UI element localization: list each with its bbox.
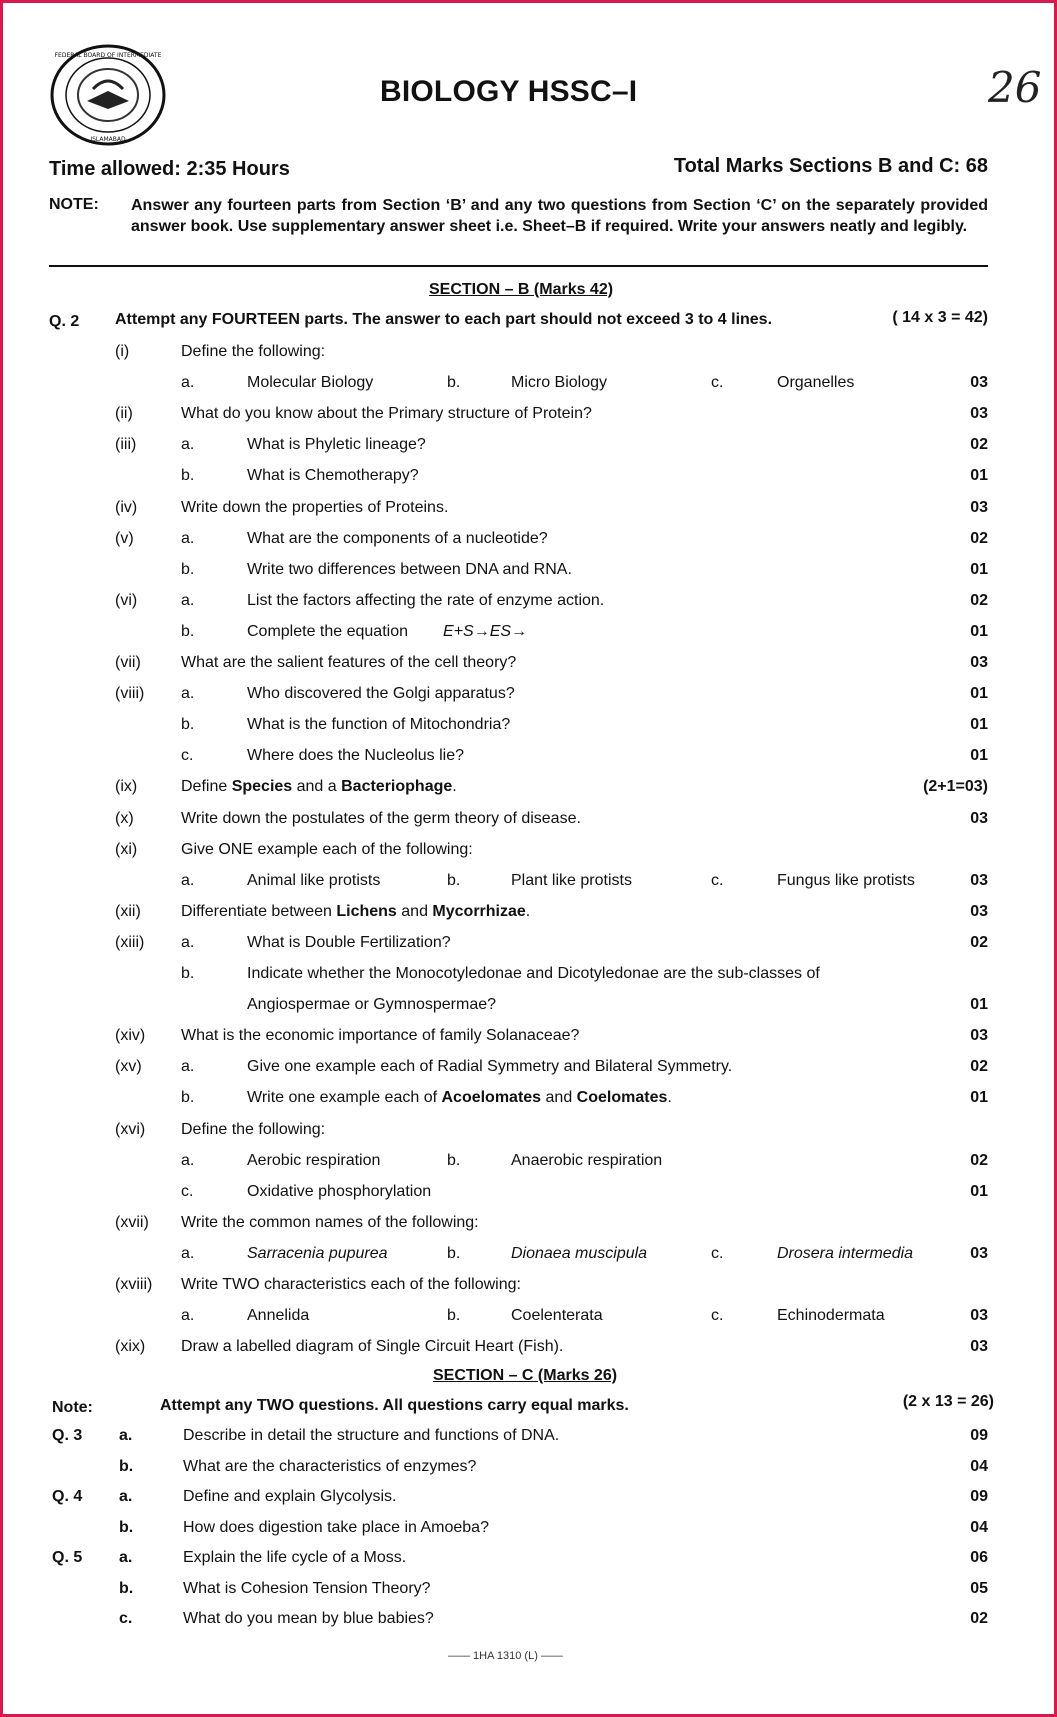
marks: 03 bbox=[970, 405, 988, 422]
section-b-heading: SECTION – B (Marks 42) bbox=[429, 281, 614, 298]
sub-part-label: a. bbox=[181, 436, 195, 453]
question-number: (xv) bbox=[115, 1058, 142, 1075]
question-number: (x) bbox=[115, 810, 134, 827]
question-text: What are the salient features of the cell theory? bbox=[181, 654, 517, 671]
option-label: a. bbox=[181, 374, 195, 391]
q2-label: Q. 2 bbox=[49, 313, 80, 330]
marks: 02 bbox=[970, 592, 988, 609]
question-row bbox=[3, 1245, 1054, 1275]
question-row bbox=[3, 1580, 1054, 1610]
question-row bbox=[3, 1089, 1054, 1119]
question-row bbox=[3, 716, 1054, 746]
question-number: (xix) bbox=[115, 1338, 146, 1355]
sub-part-label: c. bbox=[181, 1183, 194, 1200]
question-row bbox=[3, 903, 1054, 933]
question-row bbox=[3, 1549, 1054, 1579]
total-marks: Total Marks Sections B and C: 68 bbox=[673, 155, 988, 177]
question-text: Describe in detail the structure and functions of DNA. bbox=[183, 1427, 560, 1444]
sub-part-label: b. bbox=[181, 965, 195, 982]
option-text: Echinodermata bbox=[777, 1307, 885, 1324]
sub-part-label: a. bbox=[181, 592, 195, 609]
section-c-instruction: Attempt any TWO questions. All questions carry equal marks. bbox=[160, 1397, 629, 1414]
equation: E+S→ES→ bbox=[443, 623, 528, 640]
question-row bbox=[3, 623, 1054, 653]
sub-part-label: a. bbox=[181, 934, 195, 951]
marks: 04 bbox=[970, 1458, 988, 1475]
sub-part-label: a. bbox=[181, 685, 195, 702]
question-row bbox=[3, 499, 1054, 529]
question-row bbox=[3, 965, 1054, 995]
svg-text:FEDERAL BOARD OF INTERMEDIATE: FEDERAL BOARD OF INTERMEDIATE bbox=[54, 52, 162, 59]
question-row bbox=[3, 467, 1054, 497]
question-number: (iv) bbox=[115, 499, 138, 516]
sub-part-text: Oxidative phosphorylation bbox=[247, 1183, 432, 1200]
marks: 03 bbox=[970, 1338, 988, 1355]
sub-part-text: Complete the equation bbox=[247, 623, 408, 640]
question-row bbox=[3, 1458, 1054, 1488]
marks: 06 bbox=[970, 1549, 988, 1566]
question-row bbox=[3, 374, 1054, 404]
marks: 02 bbox=[970, 530, 988, 547]
question-text: Write down the properties of Proteins. bbox=[181, 499, 449, 516]
option-label: a. bbox=[181, 1245, 195, 1262]
option-text: Micro Biology bbox=[511, 374, 608, 391]
question-row bbox=[3, 747, 1054, 777]
question-number: Q. 3 bbox=[52, 1427, 83, 1444]
paper-code-footer: —— 1HA 1310 (L) —— bbox=[448, 1650, 563, 1662]
sub-part-text: Indicate whether the Monocotyledonae and Dicotyledonae are the sub-classes of bbox=[247, 965, 820, 982]
question-number: (xvi) bbox=[115, 1121, 146, 1138]
sub-part-label: a. bbox=[119, 1488, 133, 1505]
question-number: (xi) bbox=[115, 841, 138, 858]
option-label: c. bbox=[711, 872, 724, 889]
option-label: b. bbox=[447, 374, 461, 391]
question-row bbox=[3, 841, 1054, 871]
option-text: Molecular Biology bbox=[247, 374, 374, 391]
question-row bbox=[3, 1152, 1054, 1182]
question-row bbox=[3, 1058, 1054, 1088]
question-number: (v) bbox=[115, 530, 134, 547]
question-row bbox=[3, 1121, 1054, 1151]
marks: 03 bbox=[970, 1307, 988, 1324]
question-text: How does digestion take place in Amoeba? bbox=[183, 1519, 489, 1536]
option-text: Fungus like protists bbox=[777, 872, 915, 889]
question-row bbox=[3, 1027, 1054, 1057]
question-row bbox=[3, 343, 1054, 373]
question-text: Define Species and a Bacteriophage. bbox=[181, 778, 457, 795]
marks: 03 bbox=[970, 499, 988, 516]
question-number: (iii) bbox=[115, 436, 137, 453]
option-text: Plant like protists bbox=[511, 872, 632, 889]
sub-part-text: Write one example each of Acoelomates and Coelomates. bbox=[247, 1089, 672, 1106]
question-text: Write down the postulates of the germ theory of disease. bbox=[181, 810, 581, 827]
question-row bbox=[3, 778, 1054, 808]
question-row bbox=[3, 1427, 1054, 1457]
section-c-note-label: Note: bbox=[52, 1399, 93, 1416]
option-text: Aerobic respiration bbox=[247, 1152, 381, 1169]
question-text: Define and explain Glycolysis. bbox=[183, 1488, 397, 1505]
sub-part-text: List the factors affecting the rate of enzyme action. bbox=[247, 592, 605, 609]
sub-part-label: b. bbox=[181, 561, 195, 578]
option-text: Drosera intermedia bbox=[777, 1245, 914, 1262]
marks: 03 bbox=[970, 903, 988, 920]
marks: 01 bbox=[970, 561, 988, 578]
marks: 03 bbox=[970, 654, 988, 671]
option-label: a. bbox=[181, 1307, 195, 1324]
option-text: Organelles bbox=[777, 374, 855, 391]
svg-text:ISLAMABAD: ISLAMABAD bbox=[90, 136, 126, 143]
question-row bbox=[3, 654, 1054, 684]
sub-part-label: b. bbox=[119, 1519, 134, 1536]
question-row bbox=[3, 530, 1054, 560]
marks: 09 bbox=[970, 1488, 988, 1505]
question-text: What are the characteristics of enzymes? bbox=[183, 1458, 477, 1475]
sub-part-text: What is Phyletic lineage? bbox=[247, 436, 426, 453]
q2-instruction-marks: ( 14 x 3 = 42) bbox=[892, 309, 988, 326]
sub-part-text: What is Chemotherapy? bbox=[247, 467, 419, 484]
question-row bbox=[3, 1519, 1054, 1549]
sub-part-label: a. bbox=[119, 1549, 133, 1566]
sub-part-text: What is the function of Mitochondria? bbox=[247, 716, 511, 733]
option-text: Annelida bbox=[247, 1307, 310, 1324]
question-number: (xviii) bbox=[115, 1276, 153, 1293]
marks: 01 bbox=[970, 716, 988, 733]
handwritten-score: 26 bbox=[988, 63, 1042, 112]
option-label: b. bbox=[447, 1307, 461, 1324]
option-label: c. bbox=[711, 374, 724, 391]
marks: (2+1=03) bbox=[923, 778, 988, 795]
option-text: Anaerobic respiration bbox=[511, 1152, 663, 1169]
sub-part-text: Where does the Nucleolus lie? bbox=[247, 747, 465, 764]
option-label: b. bbox=[447, 1245, 461, 1262]
question-number: (xiii) bbox=[115, 934, 145, 951]
question-row bbox=[3, 1488, 1054, 1518]
marks: 02 bbox=[970, 436, 988, 453]
question-number: (ix) bbox=[115, 778, 138, 795]
section-c-heading: SECTION – C (Marks 26) bbox=[433, 1367, 618, 1384]
question-number: (vii) bbox=[115, 654, 141, 671]
question-number: (viii) bbox=[115, 685, 145, 702]
option-text: Coelenterata bbox=[511, 1307, 603, 1324]
marks: 03 bbox=[970, 1245, 988, 1262]
question-row bbox=[3, 810, 1054, 840]
sub-part-label: a. bbox=[119, 1427, 133, 1444]
marks: 02 bbox=[970, 1610, 988, 1627]
sub-part-label: b. bbox=[181, 1089, 195, 1106]
marks: 03 bbox=[970, 374, 988, 391]
marks: 01 bbox=[970, 1089, 988, 1106]
board-seal-logo bbox=[49, 43, 167, 147]
question-text: Write TWO characteristics each of the following: bbox=[181, 1276, 521, 1293]
marks: 09 bbox=[970, 1427, 988, 1444]
marks: 01 bbox=[970, 1183, 988, 1200]
marks: 03 bbox=[970, 810, 988, 827]
question-number: (xvii) bbox=[115, 1214, 149, 1231]
option-text: Sarracenia pupurea bbox=[247, 1245, 388, 1262]
sub-part-label: a. bbox=[181, 530, 195, 547]
question-number: (xiv) bbox=[115, 1027, 146, 1044]
marks: 01 bbox=[970, 747, 988, 764]
question-text: Differentiate between Lichens and Mycorrhizae. bbox=[181, 903, 531, 920]
marks: 02 bbox=[970, 1152, 988, 1169]
question-row bbox=[3, 685, 1054, 715]
question-text: Write the common names of the following: bbox=[181, 1214, 479, 1231]
sub-part-label: c. bbox=[181, 747, 194, 764]
sub-part-label: b. bbox=[181, 467, 195, 484]
question-row bbox=[3, 872, 1054, 902]
question-text: Define the following: bbox=[181, 1121, 326, 1138]
sub-part-label: c. bbox=[119, 1610, 133, 1627]
option-text: Animal like protists bbox=[247, 872, 381, 889]
exam-title: BIOLOGY HSSC–I bbox=[380, 75, 638, 108]
question-row bbox=[3, 1214, 1054, 1244]
time-allowed: Time allowed: 2:35 Hours bbox=[49, 158, 290, 180]
question-number: Q. 5 bbox=[52, 1549, 83, 1566]
divider bbox=[49, 265, 988, 267]
sub-part-text: What is Double Fertilization? bbox=[247, 934, 451, 951]
q2-instruction: Attempt any FOURTEEN parts. The answer to each part should not exceed 3 to 4 lines. bbox=[115, 311, 773, 328]
question-row bbox=[3, 996, 1054, 1026]
marks: 05 bbox=[970, 1580, 988, 1597]
sub-part-label: b. bbox=[119, 1458, 134, 1475]
question-number: (i) bbox=[115, 343, 130, 360]
question-text: Define the following: bbox=[181, 343, 326, 360]
option-label: c. bbox=[711, 1245, 724, 1262]
question-row bbox=[3, 1338, 1054, 1368]
marks: 01 bbox=[970, 623, 988, 640]
question-text: Explain the life cycle of a Moss. bbox=[183, 1549, 407, 1566]
question-text: Give ONE example each of the following: bbox=[181, 841, 473, 858]
question-number: (xii) bbox=[115, 903, 141, 920]
sub-part-label: a. bbox=[181, 1058, 195, 1075]
question-row bbox=[3, 592, 1054, 622]
option-label: c. bbox=[711, 1307, 724, 1324]
question-row bbox=[3, 1307, 1054, 1337]
option-label: a. bbox=[181, 872, 195, 889]
note-text: Answer any fourteen parts from Section ‘B’ and any two questions from Section ‘C’ on the separately provided answer book. Use supplementary answer sheet i.e. Sheet–B if required. Write your answers neatly and legibly. bbox=[131, 197, 988, 235]
section-c-instruction-marks: (2 x 13 = 26) bbox=[902, 1393, 994, 1410]
question-row bbox=[3, 405, 1054, 435]
question-text: What is the economic importance of family Solanaceae? bbox=[181, 1027, 580, 1044]
question-text: What do you mean by blue babies? bbox=[183, 1610, 434, 1627]
sub-part-text: Angiospermae or Gymnospermae? bbox=[247, 996, 497, 1013]
sub-part-label: b. bbox=[181, 623, 195, 640]
note-label: NOTE: bbox=[49, 196, 99, 213]
marks: 03 bbox=[970, 1027, 988, 1044]
option-label: b. bbox=[447, 872, 461, 889]
sub-part-label: b. bbox=[181, 716, 195, 733]
question-text: What do you know about the Primary structure of Protein? bbox=[181, 405, 592, 422]
marks: 01 bbox=[970, 996, 988, 1013]
sub-part-text: What are the components of a nucleotide? bbox=[247, 530, 548, 547]
marks: 02 bbox=[970, 934, 988, 951]
question-row bbox=[3, 1610, 1054, 1640]
sub-part-label: b. bbox=[119, 1580, 134, 1597]
marks: 02 bbox=[970, 1058, 988, 1075]
question-number: Q. 4 bbox=[52, 1488, 83, 1505]
option-label: b. bbox=[447, 1152, 461, 1169]
sub-part-text: Who discovered the Golgi apparatus? bbox=[247, 685, 515, 702]
question-row bbox=[3, 1276, 1054, 1306]
question-row bbox=[3, 436, 1054, 466]
option-text: Dionaea muscipula bbox=[511, 1245, 648, 1262]
question-text: Draw a labelled diagram of Single Circuit Heart (Fish). bbox=[181, 1338, 564, 1355]
question-text: What is Cohesion Tension Theory? bbox=[183, 1580, 431, 1597]
marks: 01 bbox=[970, 467, 988, 484]
marks: 04 bbox=[970, 1519, 988, 1536]
option-label: a. bbox=[181, 1152, 195, 1169]
marks: 01 bbox=[970, 685, 988, 702]
question-row bbox=[3, 934, 1054, 964]
sub-part-text: Write two differences between DNA and RNA. bbox=[247, 561, 572, 578]
marks: 03 bbox=[970, 872, 988, 889]
question-number: (vi) bbox=[115, 592, 138, 609]
sub-part-text: Give one example each of Radial Symmetry and Bilateral Symmetry. bbox=[247, 1058, 733, 1075]
question-number: (ii) bbox=[115, 405, 133, 422]
question-row bbox=[3, 1183, 1054, 1213]
question-row bbox=[3, 561, 1054, 591]
